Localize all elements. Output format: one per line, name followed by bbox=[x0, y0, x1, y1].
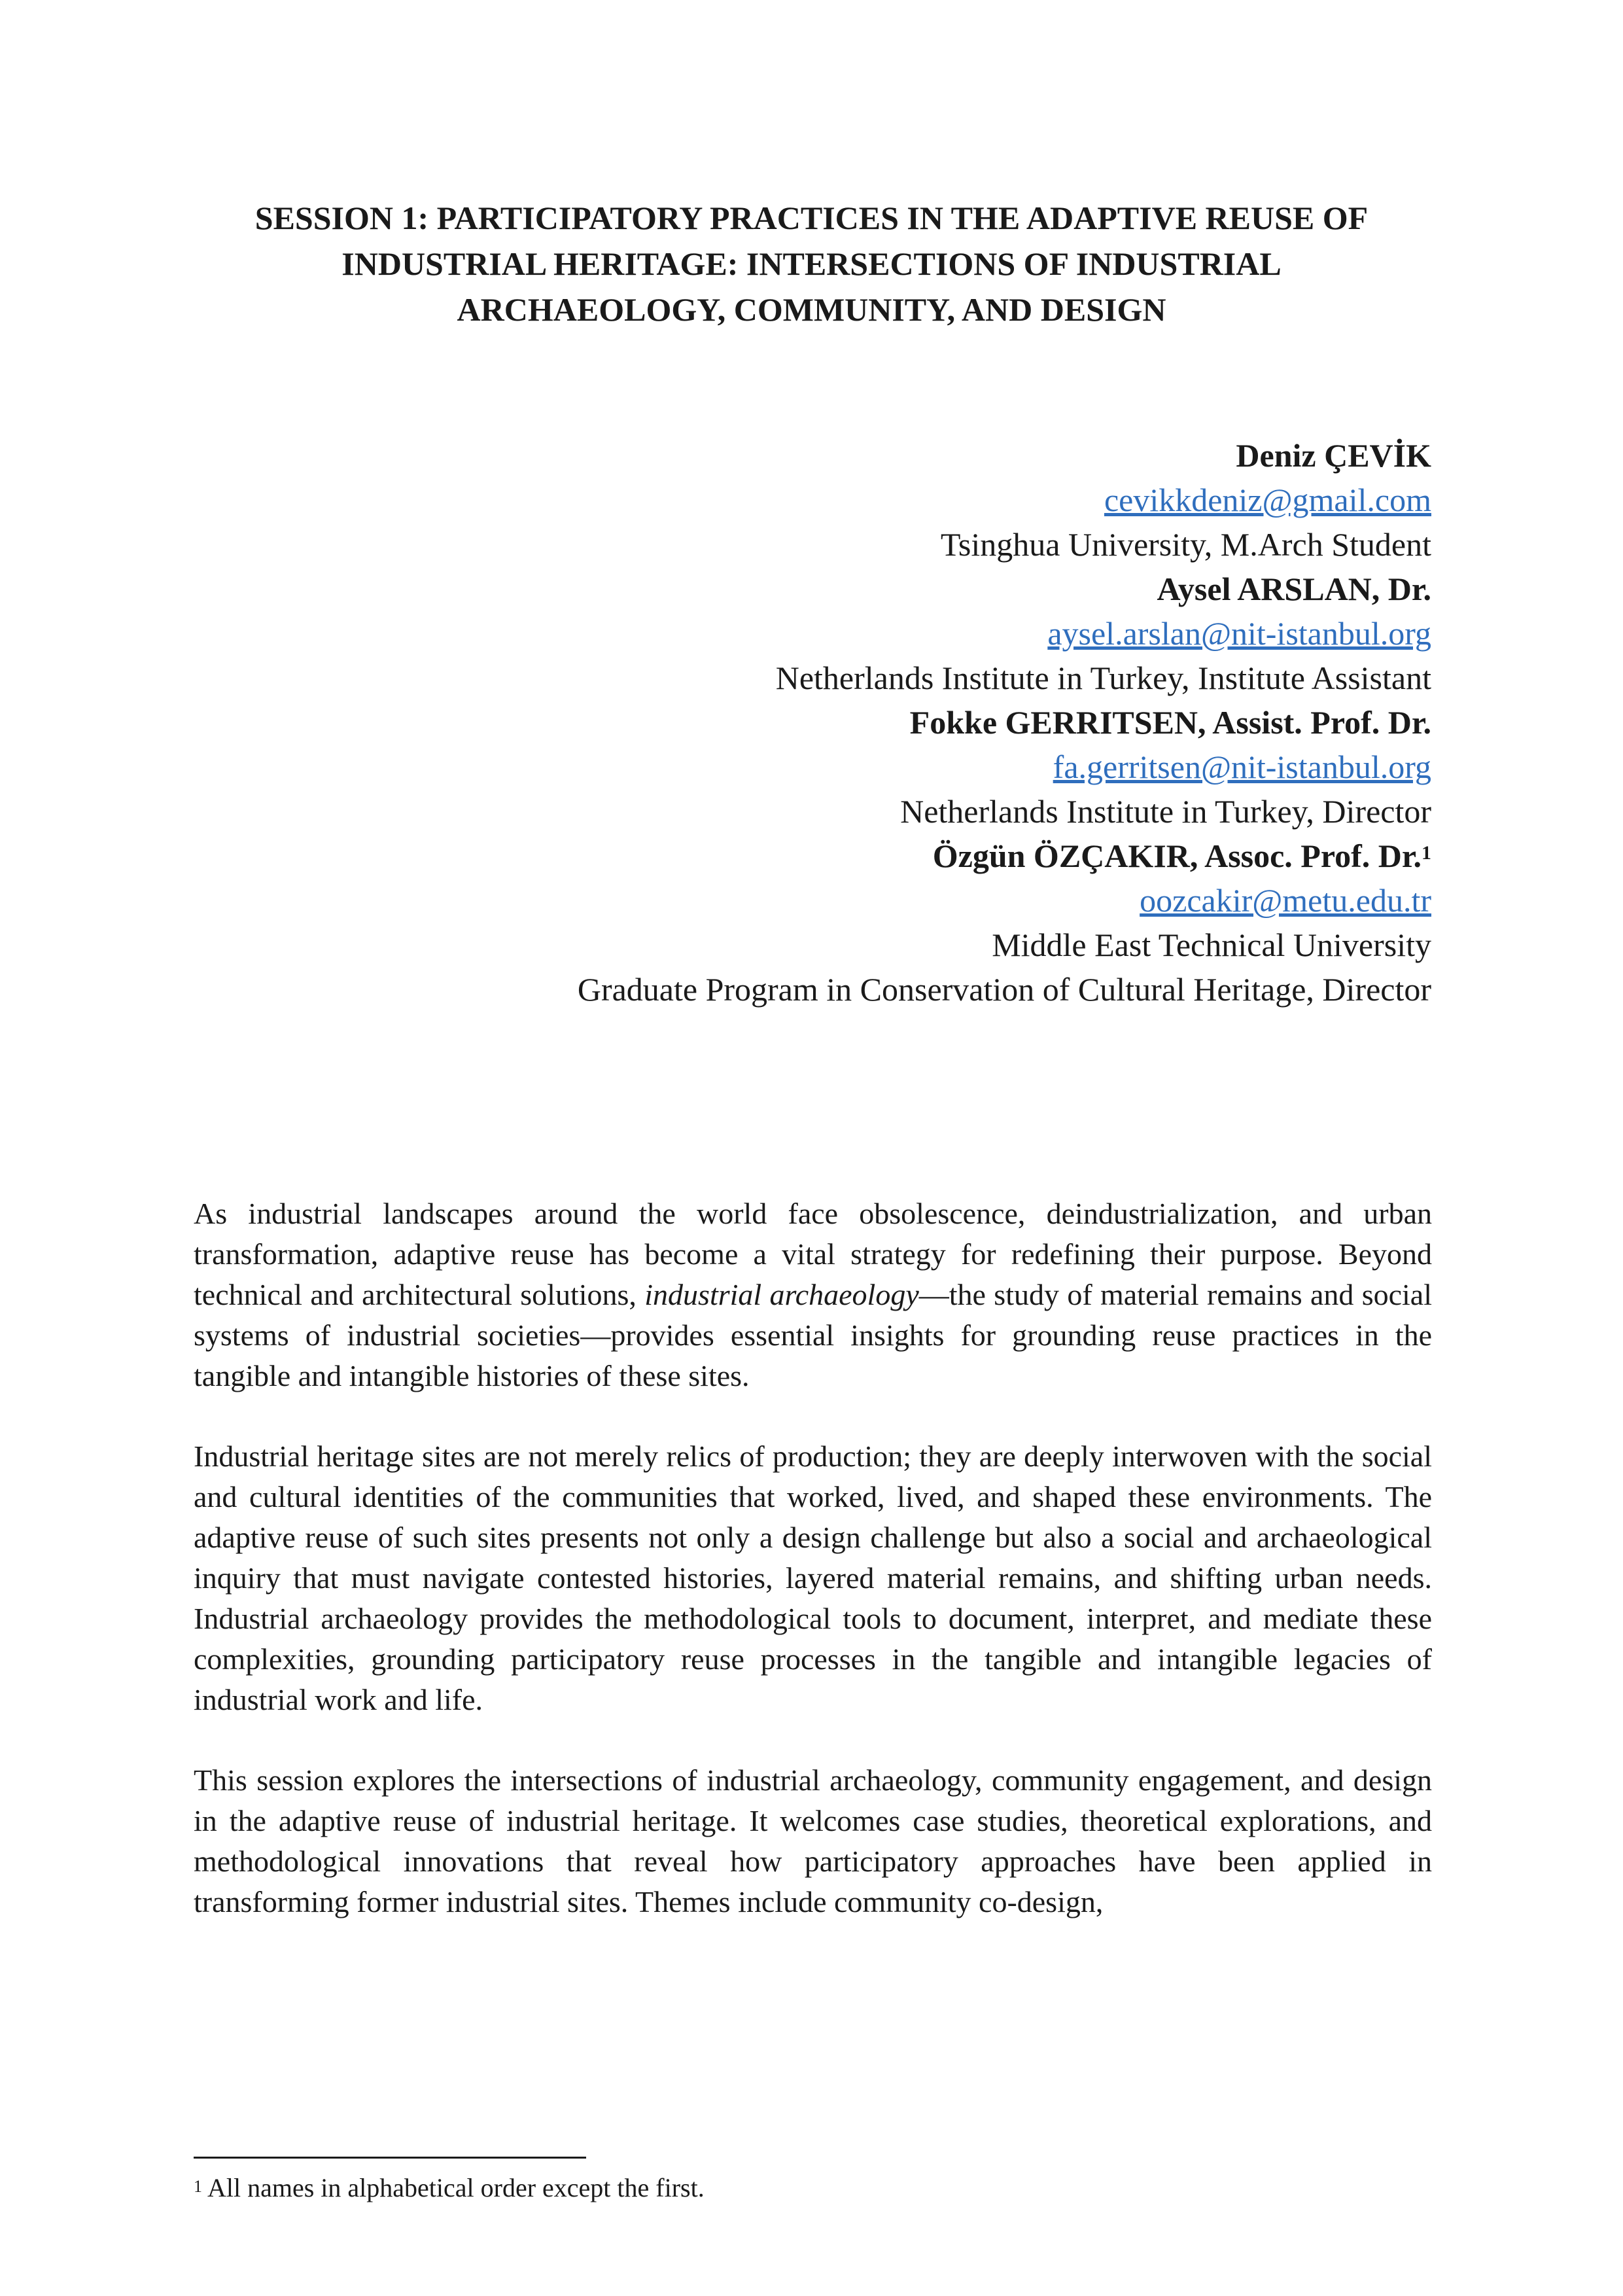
author-block bbox=[188, 433, 1431, 1012]
footnote-separator bbox=[194, 2157, 586, 2159]
author-name: Özgün ÖZÇAKIR, Assoc. Prof. Dr. bbox=[932, 838, 1422, 874]
author-name: Deniz ÇEVİK bbox=[1236, 437, 1431, 474]
author-name-with-footnote bbox=[188, 834, 1431, 878]
paragraph-text: —the study of material remains and social systems of industrial societies—provides essential insights for grounding reuse practices in the tangible and intangible histories of these sites. bbox=[194, 1278, 1433, 1392]
paragraph: This session explores the intersections of industrial archaeology, community engagement, and design in the adaptive reuse of industrial heritage. It welcomes case studies, theoretical explorations, and methodological innovations that reveal how participatory approaches have been applied in transforming former industrial sites. Themes include community co-design, bbox=[194, 1763, 1432, 1918]
session-title-line: SESSION 1: PARTICIPATORY PRACTICES IN THE ADAPTIVE REUSE OF bbox=[254, 200, 1369, 236]
footnote-marker[interactable]: 1 bbox=[1422, 842, 1431, 864]
author-name: Aysel ARSLAN, Dr. bbox=[1157, 571, 1431, 607]
author-email-link[interactable]: aysel.arslan@nit-istanbul.org bbox=[1047, 615, 1431, 652]
session-title-line: INDUSTRIAL HERITAGE: INTERSECTIONS OF INDUSTRIAL bbox=[341, 245, 1282, 282]
author-affiliation: Middle East Technical University bbox=[992, 927, 1431, 963]
footnote-text: All names in alphabetical order except the first. bbox=[207, 2173, 705, 2202]
paragraph-text: As industrial landscapes around the world face obsolescence, deindustrialization, and urban transformation, adaptive reuse has become a vital strategy for redefining their purpose. Beyond technical and architectural solutions, bbox=[194, 1197, 1432, 1311]
author-email-link[interactable]: cevikkdeniz@gmail.com bbox=[1104, 482, 1431, 518]
paragraph bbox=[194, 1193, 1432, 1396]
author-affiliation: Netherlands Institute in Turkey, Institute Assistant bbox=[775, 660, 1431, 696]
author-affiliation: Netherlands Institute in Turkey, Director bbox=[900, 793, 1431, 830]
author-name: Fokke GERRITSEN, Assist. Prof. Dr. bbox=[909, 704, 1431, 741]
session-title-line: ARCHAEOLOGY, COMMUNITY, AND DESIGN bbox=[457, 291, 1166, 328]
paragraph: Industrial heritage sites are not merely relics of production; they are deeply interwoven with the social and cultural identities of the communities that worked, lived, and shaped these environments. The adaptive reuse of such sites presents not only a design challenge but also a social and archaeological inquiry that must navigate contested histories, layered material remains, and shifting urban needs. Industrial archaeology provides the methodological tools to document, interpret, and mediate these complexities, grounding participatory reuse processes in the tangible and intangible legacies of industrial work and life. bbox=[194, 1439, 1432, 1716]
footnote bbox=[194, 2170, 1432, 2206]
italic-term: industrial archaeology bbox=[644, 1278, 919, 1311]
author-email-link[interactable]: fa.gerritsen@nit-istanbul.org bbox=[1053, 749, 1431, 785]
author-affiliation: Graduate Program in Conservation of Cultural Heritage, Director bbox=[577, 971, 1431, 1008]
footnote-number: 1 bbox=[194, 2177, 202, 2196]
session-title bbox=[190, 195, 1433, 332]
author-affiliation: Tsinghua University, M.Arch Student bbox=[940, 526, 1431, 563]
abstract-body bbox=[194, 1193, 1432, 1922]
author-email-link[interactable]: oozcakir@metu.edu.tr bbox=[1140, 882, 1431, 919]
